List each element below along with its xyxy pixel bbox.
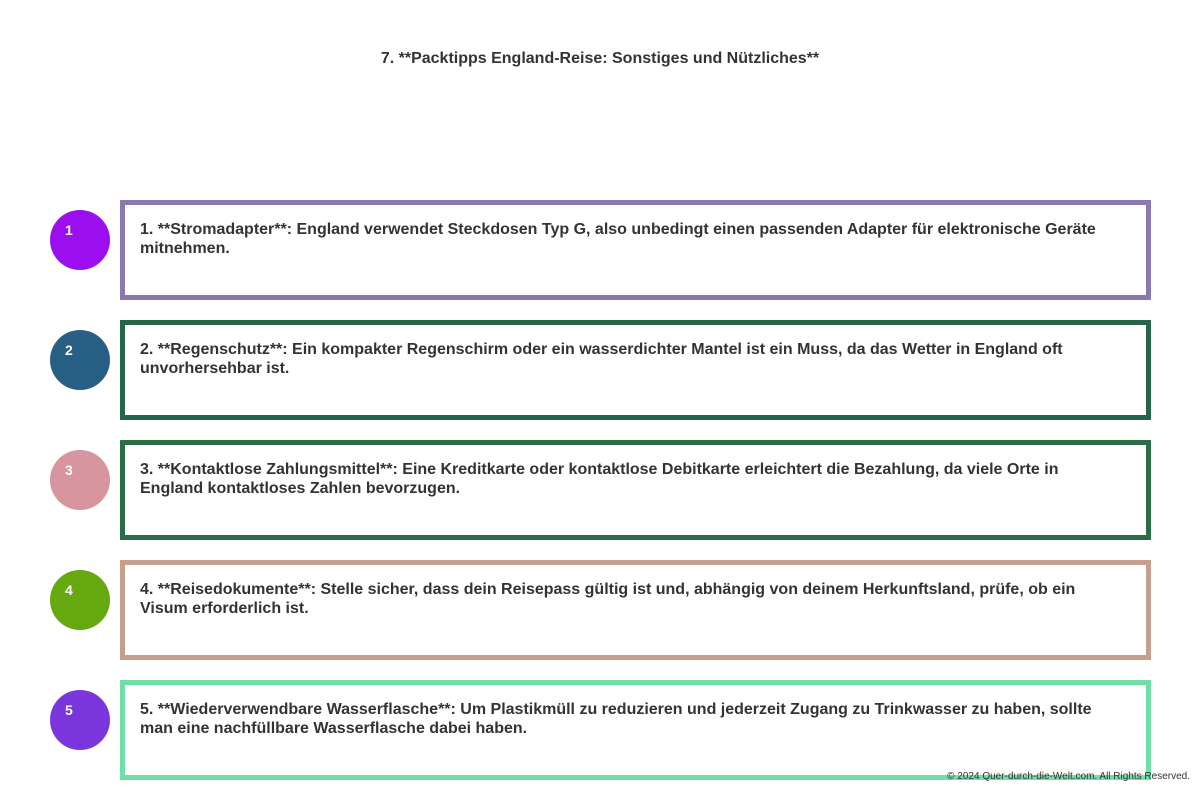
tip-box <box>120 200 1151 300</box>
tip-box <box>120 320 1151 420</box>
tip-text: 4. **Reisedokumente**: Stelle sicher, dass dein Reisepass gültig ist und, abhängig von deinem Herkunftsland, prüfe, ob ein Visum erforderlich ist. <box>140 581 1076 617</box>
tip-box <box>120 560 1151 660</box>
item-number: 1 <box>65 222 73 238</box>
list-item <box>0 200 1200 300</box>
number-circle <box>50 210 110 270</box>
number-circle <box>50 330 110 390</box>
item-number: 5 <box>65 702 73 718</box>
list-item <box>0 320 1200 420</box>
page-title: 7. **Packtipps England-Reise: Sonstiges und Nützliches** <box>380 50 820 67</box>
item-number: 3 <box>65 462 73 478</box>
number-circle <box>50 690 110 750</box>
copyright-footer: © 2024 Quer-durch-die-Welt.com. All Rights Reserved. <box>947 771 1190 782</box>
item-number: 4 <box>65 582 73 598</box>
list-item <box>0 680 1200 780</box>
number-circle <box>50 450 110 510</box>
tip-text: 5. **Wiederverwendbare Wasserflasche**: Um Plastikmüll zu reduzieren und jederzeit Zugang zu Trinkwasser zu haben, sollte man eine nachfüllbare Wasserflasche dabei haben. <box>140 701 1092 737</box>
tip-box <box>120 680 1151 780</box>
number-circle <box>50 570 110 630</box>
tip-text: 2. **Regenschutz**: Ein kompakter Regenschirm oder ein wasserdichter Mantel ist ein Muss, da das Wetter in England oft unvorhersehbar ist. <box>140 341 1063 377</box>
tip-box <box>120 440 1151 540</box>
item-number: 2 <box>65 342 73 358</box>
tip-text: 1. **Stromadapter**: England verwendet Steckdosen Typ G, also unbedingt einen passenden Adapter für elektronische Geräte mitnehmen. <box>140 221 1096 257</box>
list-item <box>0 440 1200 540</box>
list-item <box>0 560 1200 660</box>
tip-text: 3. **Kontaktlose Zahlungsmittel**: Eine Kreditkarte oder kontaktlose Debitkarte erleichtert die Bezahlung, da viele Orte in England kontaktloses Zahlen bevorzugen. <box>140 461 1059 497</box>
